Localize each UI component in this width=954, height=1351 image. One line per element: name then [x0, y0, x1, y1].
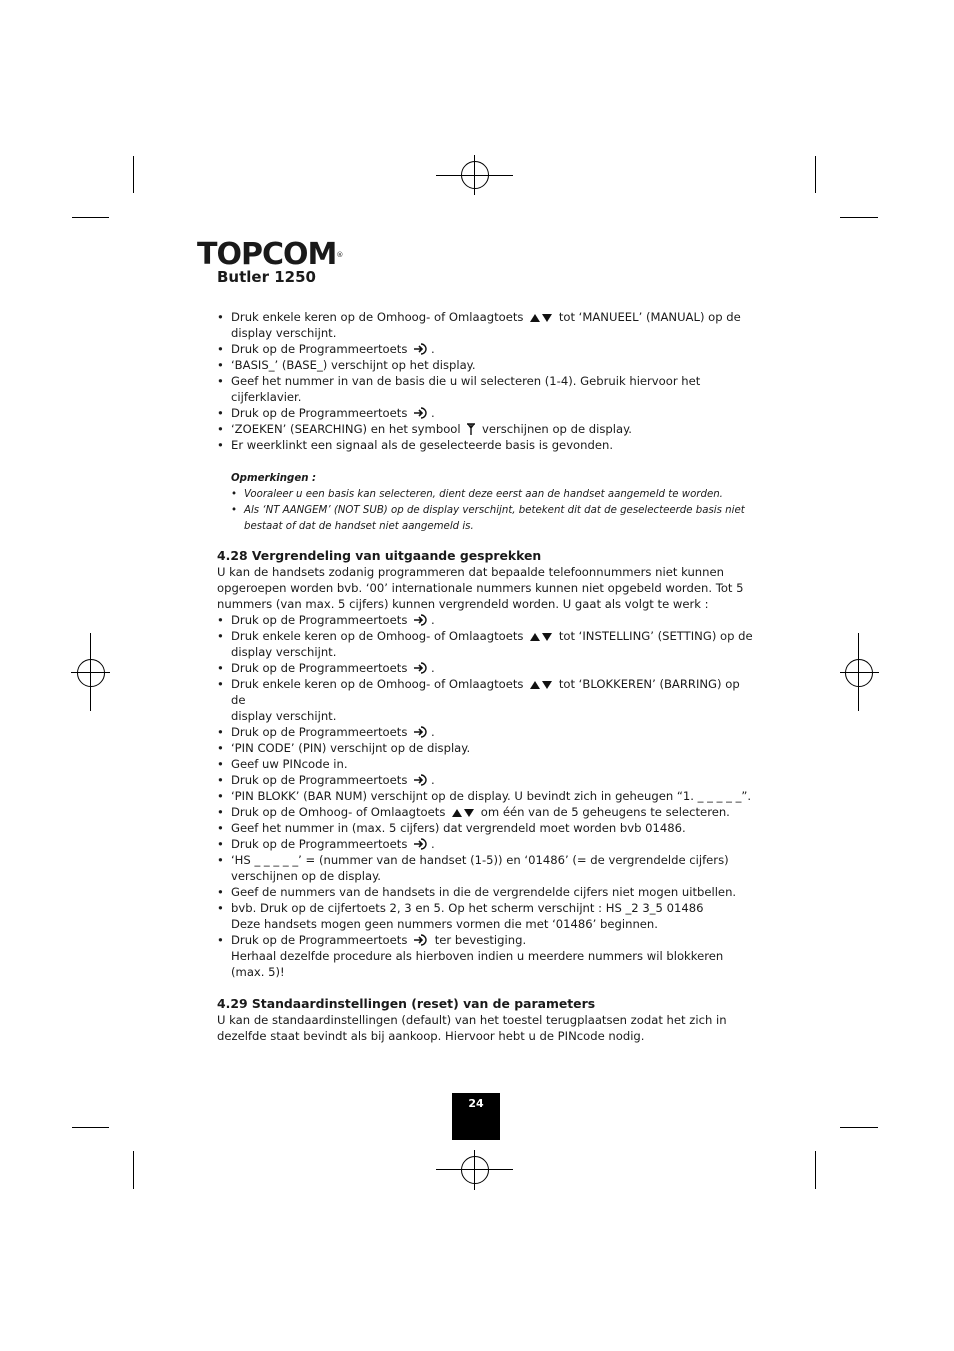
crop-mark [840, 217, 878, 218]
list-item: • Geef uw PINcode in. [217, 756, 757, 772]
crop-mark [815, 156, 816, 193]
program-key-icon [413, 343, 429, 355]
crop-mark [815, 1151, 816, 1189]
list-item: • Druk enkele keren op de Omhoog- of Omlaagtoets tot ‘MANUEEL’ (MANUAL) op de [217, 309, 757, 325]
program-key-icon [413, 407, 429, 419]
section-steps [217, 612, 757, 980]
list-item: • Druk enkele keren op de Omhoog- of Omlaagtoets tot ‘INSTELLING’ (SETTING) op de [217, 628, 757, 644]
crop-mark [133, 1151, 134, 1189]
up-down-arrows-icon [529, 313, 553, 323]
list-item: • Druk op de Programmeertoets . [217, 341, 757, 357]
page-content [217, 309, 757, 1044]
list-item: • Druk op de Programmeertoets . [217, 660, 757, 676]
list-item: • Druk op de Programmeertoets ter bevestiging. [217, 932, 757, 948]
program-key-icon [413, 614, 429, 626]
program-key-icon [413, 726, 429, 738]
list-item: • Als ‘NT AANGEM’ (NOT SUB) op de display verschijnt, betekent dit dat de geselecteerde basis niet bestaat of dat de handset niet aangemeld is. [231, 503, 757, 535]
up-down-arrows-icon [529, 632, 553, 642]
page-number: 24 [452, 1093, 500, 1140]
model-name: Butler 1250 [217, 268, 316, 286]
program-key-icon [413, 662, 429, 674]
list-item: • ‘HS _ _ _ _ _’ = (nummer van de handset (1-5)) en ‘01486’ (= de vergrendelde cijfers) [217, 852, 757, 868]
list-item: Deze handsets mogen geen nummers vormen die met ‘01486’ beginnen. [231, 917, 658, 931]
list-item: • Geef het nummer in van de basis die u wil selecteren (1-4). Gebruik hiervoor het cijferklavier. [217, 373, 757, 405]
intro-steps [217, 309, 757, 453]
notes-list [231, 487, 757, 535]
list-item: • Geef de nummers van de handsets in die de vergrendelde cijfers niet mogen uitbellen. [217, 884, 757, 900]
section-intro: U kan de handsets zodanig programmeren dat bepaalde telefoonnummers niet kunnen opgeroepen worden bvb. ‘00’ internationale nummers kunnen niet opgebeld worden. Tot 5 nummers (van max. 5 cijfers) kunnen vergrendeld worden. U gaat als volgt te werk : [217, 565, 744, 611]
list-item: • Er weerklinkt een signaal als de geselecteerde basis is gevonden. [217, 437, 757, 453]
section-title: 4.29 Standaardinstellingen (reset) van de parameters [217, 996, 596, 1011]
list-item: • Druk op de Programmeertoets . [217, 772, 757, 788]
list-item: display verschijnt. [231, 709, 337, 723]
notes-heading: Opmerkingen : [231, 473, 317, 484]
list-item: verschijnen op de display. [231, 869, 381, 883]
program-key-icon [413, 934, 429, 946]
list-item: • Druk op de Programmeertoets . [217, 836, 757, 852]
list-item: • Druk enkele keren op de Omhoog- of Omlaagtoets tot ‘BLOKKEREN’ (BARRING) op de [217, 676, 757, 708]
crop-mark [133, 156, 134, 193]
list-item: • ‘ZOEKEN’ (SEARCHING) en het symbool verschijnen op de display. [217, 421, 757, 437]
list-item: • Geef het nummer in (max. 5 cijfers) dat vergrendeld moet worden bvb 01486. [217, 820, 757, 836]
crop-mark [72, 1127, 109, 1128]
notes [231, 471, 757, 535]
list-item: display verschijnt. [231, 326, 337, 340]
list-item: Herhaal dezelfde procedure als hierboven indien u meerdere nummers wil blokkeren (max. 5)! [231, 949, 724, 979]
antenna-icon [466, 423, 476, 435]
crop-mark [840, 1127, 878, 1128]
section-intro: U kan de standaardinstellingen (default) van het toestel terugplaatsen zodat het zich in dezelfde staat bevindt als bij aankoop. Hiervoor hebt u de PINcode nodig. [217, 1013, 727, 1043]
section-4-28 [217, 548, 757, 980]
section-title: 4.28 Vergrendeling van uitgaande gesprekken [217, 548, 542, 563]
up-down-arrows-icon [529, 680, 553, 690]
list-item: • Druk op de Programmeertoets . [217, 405, 757, 421]
crop-mark [72, 217, 109, 218]
up-down-arrows-icon [451, 808, 475, 818]
section-4-29 [217, 996, 757, 1044]
list-item: • bvb. Druk op de cijfertoets 2, 3 en 5. Op het scherm verschijnt : HS _2 3_5 01486 [217, 900, 757, 916]
program-key-icon [413, 774, 429, 786]
brand-logo: TOPCOM® [197, 237, 343, 272]
program-key-icon [413, 838, 429, 850]
list-item: • ‘BASIS_’ (BASE_) verschijnt op het display. [217, 357, 757, 373]
list-item: • Druk op de Programmeertoets . [217, 612, 757, 628]
list-item: • ‘PIN BLOKK’ (BAR NUM) verschijnt op de display. U bevindt zich in geheugen “1. _ _ _ _ _”. [217, 788, 757, 804]
list-item: • Druk op de Omhoog- of Omlaagtoets om één van de 5 geheugens te selecteren. [217, 804, 757, 820]
list-item: • ‘PIN CODE’ (PIN) verschijnt op de display. [217, 740, 757, 756]
list-item: • Druk op de Programmeertoets . [217, 724, 757, 740]
list-item: • Vooraleer u een basis kan selecteren, dient deze eerst aan de handset aangemeld te worden. [231, 487, 757, 503]
list-item: display verschijnt. [231, 645, 337, 659]
